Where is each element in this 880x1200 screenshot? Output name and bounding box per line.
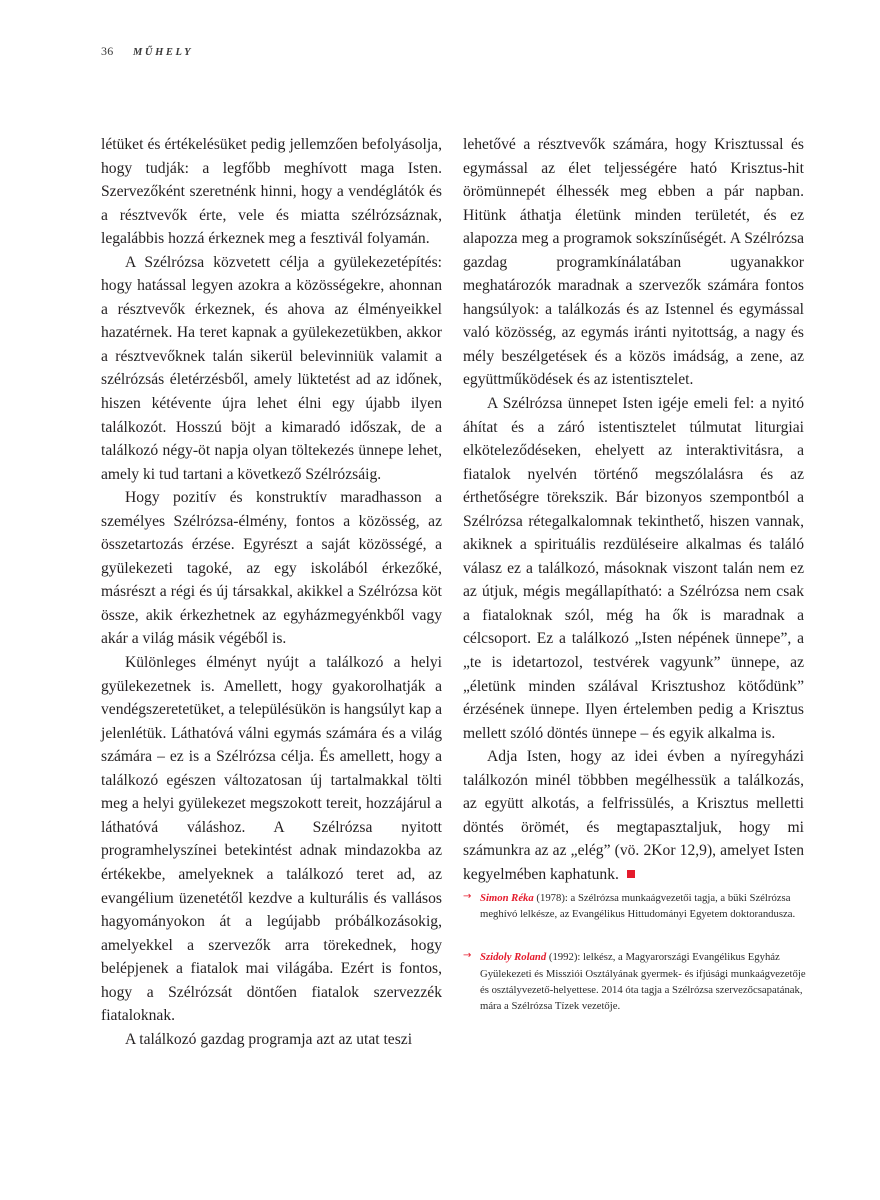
- author-name: Simon Réka: [480, 892, 534, 904]
- author-name: Szidoly Roland: [480, 951, 547, 964]
- paragraph: A Szélrózsa ünnepet Isten igéje emeli fel: a nyitó áhítat és a záró istentisztelet túlmutat liturgiai elköteleződéseken, ehelyett az interaktivitásra, a fiatalok nyelvén történő megszólalásra és az érthetőségre törekszik. Bár bizonyos szempontból a Szélrózsa rétegalkalomnak tekinthető, hiszen vannak, akiknek a spirituális rezdüléseire alkalmas és találó válasz ez a találkozó, másoknak viszont talán nem ez az útjuk, mégis megállapítható: a Szélrózsa nem csak a fiataloknak szól, még ha ők is maradnak a célcsoport. Ez a találkozó „Isten népének ünnepe”, a „te is idetartozol, testvérek vagyunk” ünnepe, az „életünk minden szálával Krisztushoz kötődünk” érzésének ünnepe. Ilyen értelemben pedig a Krisztus mellett szóló döntés ünnepe – és egyik alkalma is.: [463, 395, 804, 742]
- running-head: [101, 44, 193, 59]
- section-name: MŰHELY: [133, 47, 194, 58]
- paragraph: lehetővé a résztvevők számára, hogy Krisztussal és egymással az élet teljességére ható Krisztus-hit örömünnepét élhessék meg ebben a pár napban. Hitünk áthatja életünk minden területét, és ez alapozza meg a programok sokszínűségét. A Szélrózsa gazdag programkínálatában ugyanakkor meghatározók maradnak a szervezők számára fontos hangsúlyok: a találkozás és az Istennel és egymással való közösség, az egymás iránti nyitottság, a nagy és mély beszélgetések és a közös imádság, a zene, az együttműködések és az istentisztelet.: [463, 136, 804, 389]
- right-column: [463, 133, 804, 887]
- author-bio: (1978): a Szélrózsa munkaágvezetői tagja, a büki Szélrózsa meghívó lelkésze, az Evangélikus Hittudományi Egyetem doktorandusza.: [480, 892, 796, 921]
- paragraph: A találkozó gazdag programja azt az utat teszi: [125, 1030, 413, 1048]
- paragraph: létüket és értékelésüket pedig jellemzően befolyásolja, hogy tudják: a legfőbb meghívott maga Isten. Szervezőként szeretnénk hinni, hogy a vendéglátók és a résztvevők érte, vele és miatta szélrózsáznak, legalábbis hozzá érkeznek meg a fesztivál folyamán.: [101, 136, 442, 248]
- arrow-right-icon: →: [463, 950, 472, 962]
- page-number: 36: [101, 44, 114, 58]
- paragraph-final: [463, 745, 804, 886]
- paragraph-text: Adja Isten, hogy az idei évben a nyíregyházi találkozón minél többben megélhessük a találkozás, az együtt alkotás, a felfrissülés, a Krisztus melletti döntés örömét, és megtapasztaljuk, hogy mi számunkra az az „elég” (vö. 2Kor 12,9), amelyet Isten kegyelmében kaphatunk.: [463, 748, 804, 883]
- author-note: [463, 949, 808, 1014]
- paragraph: Hogy pozitív és konstruktív maradhasson a személyes Szélrózsa-élmény, fontos a közösség, az összetartozás érzése. Egyrészt a saját közösségé, a gyülekezeti tagoké, az egy iskolából érkezőké, másrészt a régi és új társakkal, akikkel a Szélrózsa köt össze, akik érkezhetnek az egyházmegyénkből vagy akár a világ másik végéből is.: [101, 489, 442, 648]
- left-column: [101, 133, 442, 1051]
- author-note: [463, 890, 808, 922]
- arrow-right-icon: →: [463, 891, 472, 902]
- end-of-article-square-icon: [627, 870, 635, 878]
- paragraph: Különleges élményt nyújt a találkozó a helyi gyülekezetnek is. Amellett, hogy gyakorolhatják a vendégszeretetüket, a településükön is hangsúlyt kap a jelenlétük. Láthatóvá válni egymás számára és a világ számára – ez is a Szélrózsa célja. És amellett, hogy a találkozó egészen változatosan új tartalmakkal tölti meg a helyi gyülekezet megszokott tereit, hozzájárul a láthatóvá váláshoz. A Szélrózsa nyitott programhelyszínei betekintést adnak mindazokba az értékekbe, amelyeknek a találkozó teret ad, az evangélium üzenetétől kezdve a kulturális és vallásos hagyományokon át a legújabb próbálkozásokig, amelyekkel a szervezők arra törekednek, hogy belépjenek a fiatalok mai világába. Ezért is fontos, hogy a Szélrózsát döntően fiatalok szervezzék fiataloknak.: [101, 654, 442, 1025]
- author-notes: [463, 890, 808, 1041]
- author-bio: (1992): lelkész, a Magyarországi Evangélikus Egyház Gyülekezeti és Missziói Osztályának gyermek- és ifjúsági munkaágvezetője és osztályvezető-helyettese. 2014 óta tagja a Szélrózsa szervezőcsapatának, mára a Szélrózsa Tízek vezetője.: [480, 951, 806, 1013]
- paragraph: A Szélrózsa közvetett célja a gyülekezetépítés: hogy hatással legyen azokra a közösségekre, ahonnan a résztvevők érkeznek, és ahova az élményeikkel hazatérnek. Ha teret kapnak a gyülekezetükben, akkor a résztvevőknek talán sikerül belevinniük valamit a szélrózsás életérzésből, amely lüktetést ad az időnek, hiszen kétévente újra lehet élni egy újabb ilyen találkozót. Hosszú böjt a kimaradó időszak, de a találkozó négy-öt napja olyan töltekezés ünnepe lehet, amely ki tud tartani a következő Szélrózsáig.: [101, 253, 442, 483]
